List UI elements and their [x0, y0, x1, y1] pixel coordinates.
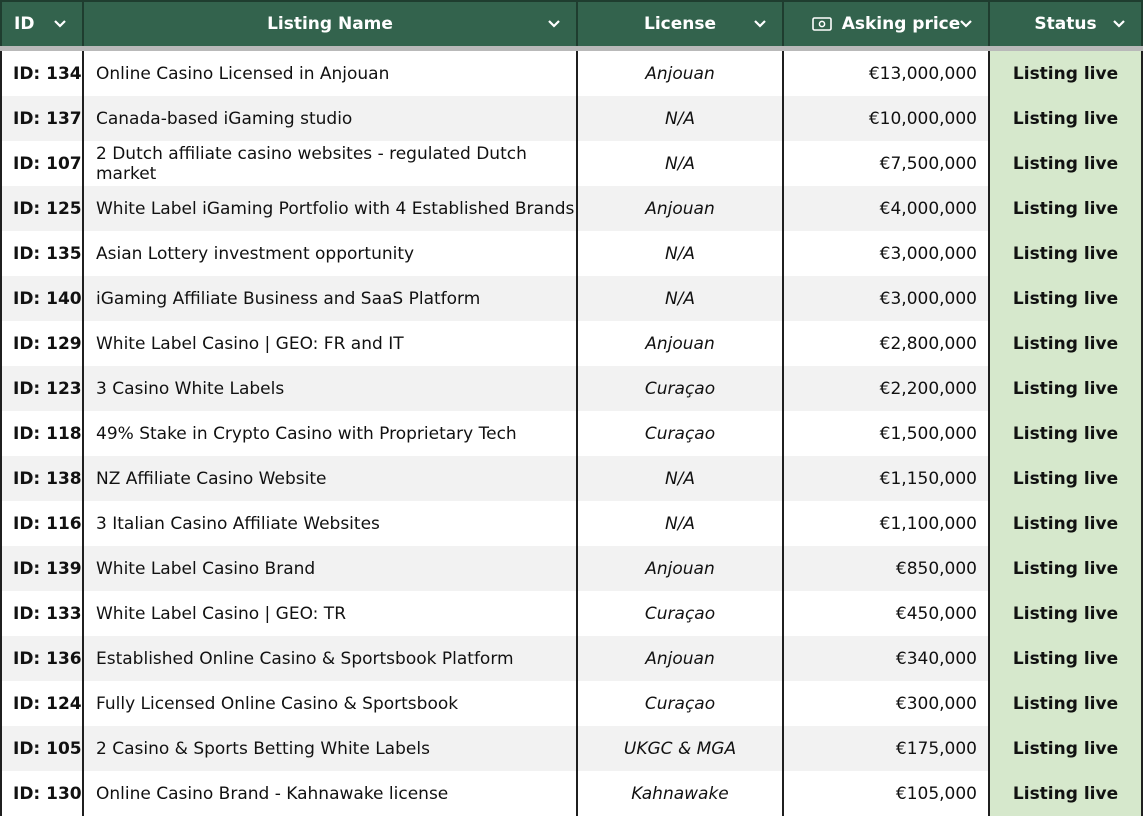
license-cell: Anjouan	[578, 51, 784, 96]
table-row[interactable]	[0, 681, 1143, 726]
chevron-down-icon[interactable]	[546, 16, 562, 32]
column-header-id-label: ID	[14, 14, 35, 34]
listing-name-cell: Online Casino Licensed in Anjouan	[84, 51, 578, 96]
column-header-asking-price-label: Asking price	[841, 14, 961, 34]
license-cell: Curaçao	[578, 366, 784, 411]
listing-id-cell: ID: 125	[0, 186, 84, 231]
license-cell: Anjouan	[578, 321, 784, 366]
table-row[interactable]	[0, 96, 1143, 141]
asking-price-cell: €175,000	[784, 726, 990, 771]
table-header	[0, 0, 1143, 51]
status-cell: Listing live	[990, 456, 1143, 501]
table-row[interactable]	[0, 546, 1143, 591]
asking-price-cell: €13,000,000	[784, 51, 990, 96]
listing-name-cell: 2 Casino & Sports Betting White Labels	[84, 726, 578, 771]
status-cell: Listing live	[990, 591, 1143, 636]
listing-name-cell: Canada-based iGaming studio	[84, 96, 578, 141]
asking-price-cell: €1,150,000	[784, 456, 990, 501]
license-cell: Kahnawake	[578, 771, 784, 816]
listing-name-cell: White Label Casino | GEO: FR and IT	[84, 321, 578, 366]
column-header-id[interactable]	[0, 0, 84, 46]
listing-id-cell: ID: 107	[0, 141, 84, 186]
license-cell: Anjouan	[578, 186, 784, 231]
table-row[interactable]	[0, 591, 1143, 636]
asking-price-cell: €2,800,000	[784, 321, 990, 366]
column-header-license[interactable]	[578, 0, 784, 46]
listing-id-cell: ID: 116	[0, 501, 84, 546]
asking-price-cell: €450,000	[784, 591, 990, 636]
listing-id-cell: ID: 133	[0, 591, 84, 636]
listing-name-cell: Asian Lottery investment opportunity	[84, 231, 578, 276]
column-header-listing-name[interactable]	[84, 0, 578, 46]
status-cell: Listing live	[990, 231, 1143, 276]
listing-id-cell: ID: 118	[0, 411, 84, 456]
asking-price-cell: €4,000,000	[784, 186, 990, 231]
asking-price-cell: €3,000,000	[784, 276, 990, 321]
status-cell: Listing live	[990, 681, 1143, 726]
status-cell: Listing live	[990, 276, 1143, 321]
table-row[interactable]	[0, 771, 1143, 816]
table-row[interactable]	[0, 501, 1143, 546]
listing-name-cell: Established Online Casino & Sportsbook Platform	[84, 636, 578, 681]
license-cell: Anjouan	[578, 636, 784, 681]
listing-id-cell: ID: 130	[0, 771, 84, 816]
listing-name-cell: iGaming Affiliate Business and SaaS Platform	[84, 276, 578, 321]
license-cell: N/A	[578, 456, 784, 501]
status-cell: Listing live	[990, 321, 1143, 366]
table-row[interactable]	[0, 186, 1143, 231]
table-body	[0, 51, 1143, 816]
status-cell: Listing live	[990, 636, 1143, 681]
license-cell: N/A	[578, 276, 784, 321]
status-cell: Listing live	[990, 546, 1143, 591]
listing-name-cell: Fully Licensed Online Casino & Sportsbook	[84, 681, 578, 726]
asking-price-cell: €850,000	[784, 546, 990, 591]
listing-id-cell: ID: 134	[0, 51, 84, 96]
listing-id-cell: ID: 124	[0, 681, 84, 726]
table-row[interactable]	[0, 636, 1143, 681]
status-cell: Listing live	[990, 726, 1143, 771]
license-cell: N/A	[578, 141, 784, 186]
listing-id-cell: ID: 105	[0, 726, 84, 771]
listing-id-cell: ID: 136	[0, 636, 84, 681]
status-cell: Listing live	[990, 141, 1143, 186]
listing-name-cell: 3 Italian Casino Affiliate Websites	[84, 501, 578, 546]
column-header-asking-price[interactable]	[784, 0, 990, 46]
status-cell: Listing live	[990, 51, 1143, 96]
license-cell: Anjouan	[578, 546, 784, 591]
chevron-down-icon[interactable]	[52, 16, 68, 32]
license-cell: N/A	[578, 501, 784, 546]
listing-id-cell: ID: 140	[0, 276, 84, 321]
asking-price-cell: €300,000	[784, 681, 990, 726]
license-cell: N/A	[578, 96, 784, 141]
status-cell: Listing live	[990, 186, 1143, 231]
chevron-down-icon[interactable]	[752, 16, 768, 32]
table-row[interactable]	[0, 456, 1143, 501]
table-row[interactable]	[0, 231, 1143, 276]
status-cell: Listing live	[990, 501, 1143, 546]
asking-price-cell: €2,200,000	[784, 366, 990, 411]
table-row[interactable]	[0, 51, 1143, 96]
license-cell: UKGC & MGA	[578, 726, 784, 771]
listing-name-cell: Online Casino Brand - Kahnawake license	[84, 771, 578, 816]
listing-id-cell: ID: 129	[0, 321, 84, 366]
license-cell: Curaçao	[578, 681, 784, 726]
asking-price-cell: €10,000,000	[784, 96, 990, 141]
listing-name-cell: 2 Dutch affiliate casino websites - regulated Dutch market	[84, 141, 578, 186]
asking-price-cell: €1,100,000	[784, 501, 990, 546]
listing-name-cell: White Label Casino Brand	[84, 546, 578, 591]
license-cell: N/A	[578, 231, 784, 276]
asking-price-cell: €340,000	[784, 636, 990, 681]
listing-name-cell: NZ Affiliate Casino Website	[84, 456, 578, 501]
listing-id-cell: ID: 123	[0, 366, 84, 411]
column-header-status[interactable]	[990, 0, 1143, 46]
license-cell: Curaçao	[578, 411, 784, 456]
asking-price-cell: €105,000	[784, 771, 990, 816]
status-cell: Listing live	[990, 96, 1143, 141]
status-cell: Listing live	[990, 771, 1143, 816]
asking-price-cell: €7,500,000	[784, 141, 990, 186]
table-row[interactable]	[0, 411, 1143, 456]
status-cell: Listing live	[990, 411, 1143, 456]
listing-name-cell: White Label iGaming Portfolio with 4 Established Brands	[84, 186, 578, 231]
table-row[interactable]	[0, 726, 1143, 771]
license-cell: Curaçao	[578, 591, 784, 636]
asking-price-cell: €1,500,000	[784, 411, 990, 456]
chevron-down-icon[interactable]	[958, 16, 974, 32]
listing-id-cell: ID: 139	[0, 546, 84, 591]
listing-name-cell: 49% Stake in Crypto Casino with Proprietary Tech	[84, 411, 578, 456]
listing-id-cell: ID: 137	[0, 96, 84, 141]
table-row[interactable]	[0, 276, 1143, 321]
money-icon	[812, 17, 832, 31]
table-row[interactable]	[0, 141, 1143, 186]
column-header-listing-name-label: Listing Name	[267, 14, 393, 34]
listing-name-cell: 3 Casino White Labels	[84, 366, 578, 411]
listing-name-cell: White Label Casino | GEO: TR	[84, 591, 578, 636]
column-header-status-label: Status	[1034, 14, 1097, 34]
table-row[interactable]	[0, 366, 1143, 411]
asking-price-cell: €3,000,000	[784, 231, 990, 276]
listing-id-cell: ID: 138	[0, 456, 84, 501]
chevron-down-icon[interactable]	[1111, 16, 1127, 32]
status-cell: Listing live	[990, 366, 1143, 411]
table-row[interactable]	[0, 321, 1143, 366]
column-header-license-label: License	[643, 14, 717, 34]
listing-id-cell: ID: 135	[0, 231, 84, 276]
